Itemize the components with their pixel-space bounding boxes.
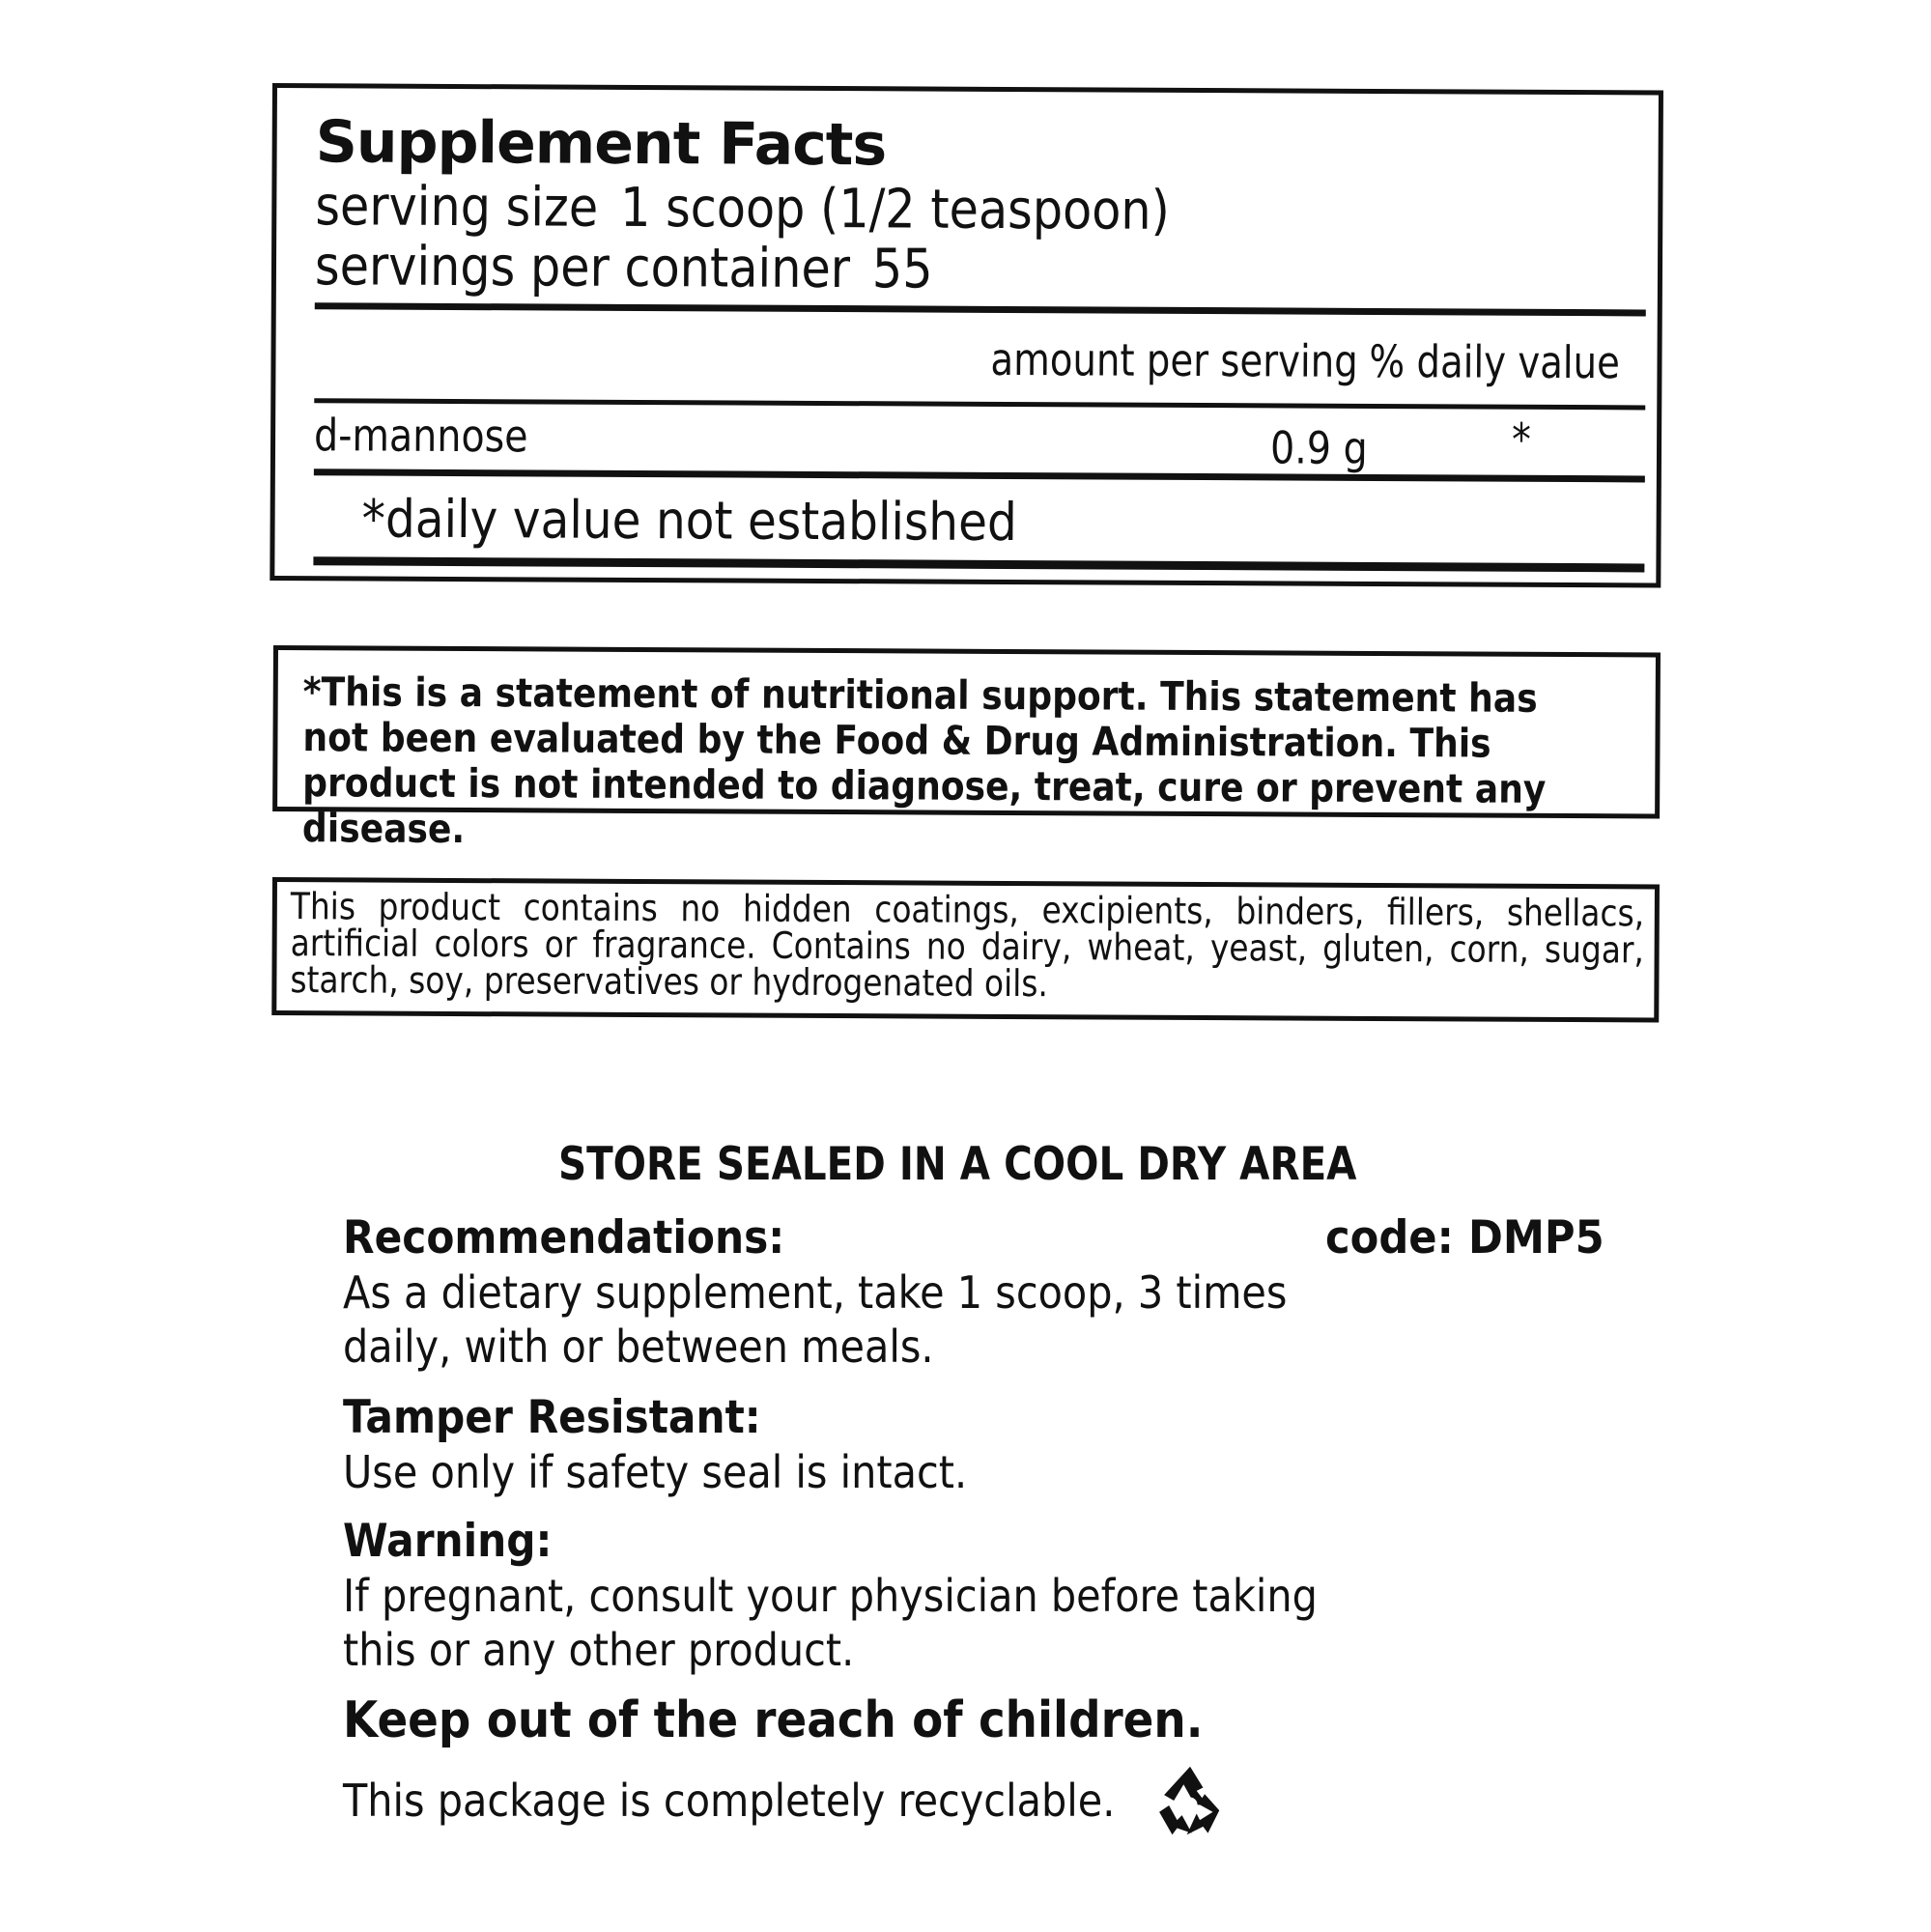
recommendations-title: Recommendations: <box>343 1211 785 1264</box>
recyclable-text: This package is completely recyclable. <box>343 1775 1116 1827</box>
free-from-box <box>271 877 1660 1023</box>
amount-per-serving-header: amount per serving <box>990 332 1358 387</box>
warning-title: Warning: <box>343 1515 553 1568</box>
tamper-resistant-title: Tamper Resistant: <box>343 1391 761 1444</box>
warning-body: If pregnant, consult your physician before taking this or any other product. <box>343 1570 1318 1676</box>
column-header-row <box>314 309 1645 405</box>
ingredient-row <box>313 403 1645 474</box>
servings-per-container-label: servings per container <box>314 235 851 301</box>
serving-size-label: serving size <box>315 175 599 240</box>
footnote-row <box>313 475 1644 563</box>
serving-size-line <box>315 177 1487 242</box>
fda-disclaimer-text: *This is a statement of nutritional support. This statement has not been evaluated by the Food & Drug Administration. This product is not intended to diagnose, treat, cure or prevent any disease. <box>301 668 1547 853</box>
warning-section <box>343 1515 1637 1677</box>
serving-size-value: 1 scoop (1/2 teaspoon) <box>619 176 1171 242</box>
free-from-text: This product contains no hidden coatings, excipients, binders, fillers, shellacs, artificial colors or fragrance. Contains no dairy, wheat, yeast, gluten, corn, sugar, starch, soy, preservatives or hydrogenated oils. <box>290 885 1645 1006</box>
servings-per-container-line <box>315 237 1487 302</box>
supplement-facts-title: Supplement Facts <box>315 108 887 180</box>
supplement-facts-content <box>313 107 1646 572</box>
keep-out-of-reach-text: Keep out of the reach of children. <box>343 1691 1204 1749</box>
product-code: code: DMP5 <box>1325 1211 1604 1264</box>
fda-disclaimer-box <box>272 645 1661 853</box>
daily-value-footnote: *daily value not established <box>361 488 1017 554</box>
supplement-facts-panel <box>270 83 1663 588</box>
ingredient-daily-value: * <box>1511 412 1532 466</box>
daily-value-header: % daily value <box>1369 334 1621 389</box>
servings-per-container-value: 55 <box>871 238 933 301</box>
ingredient-name: d-mannose <box>313 409 528 463</box>
storage-heading: STORE SEALED IN A COOL DRY AREA <box>558 1138 1357 1191</box>
ingredient-amount: 0.9 g <box>1269 421 1368 474</box>
recycle-icon <box>1150 1760 1231 1841</box>
tamper-resistant-body: Use only if safety seal is intact. <box>343 1446 968 1498</box>
tamper-resistant-section <box>343 1391 1637 1499</box>
recommendations-body: As a dietary supplement, take 1 scoop, 3 times daily, with or between meals. <box>343 1266 1288 1373</box>
